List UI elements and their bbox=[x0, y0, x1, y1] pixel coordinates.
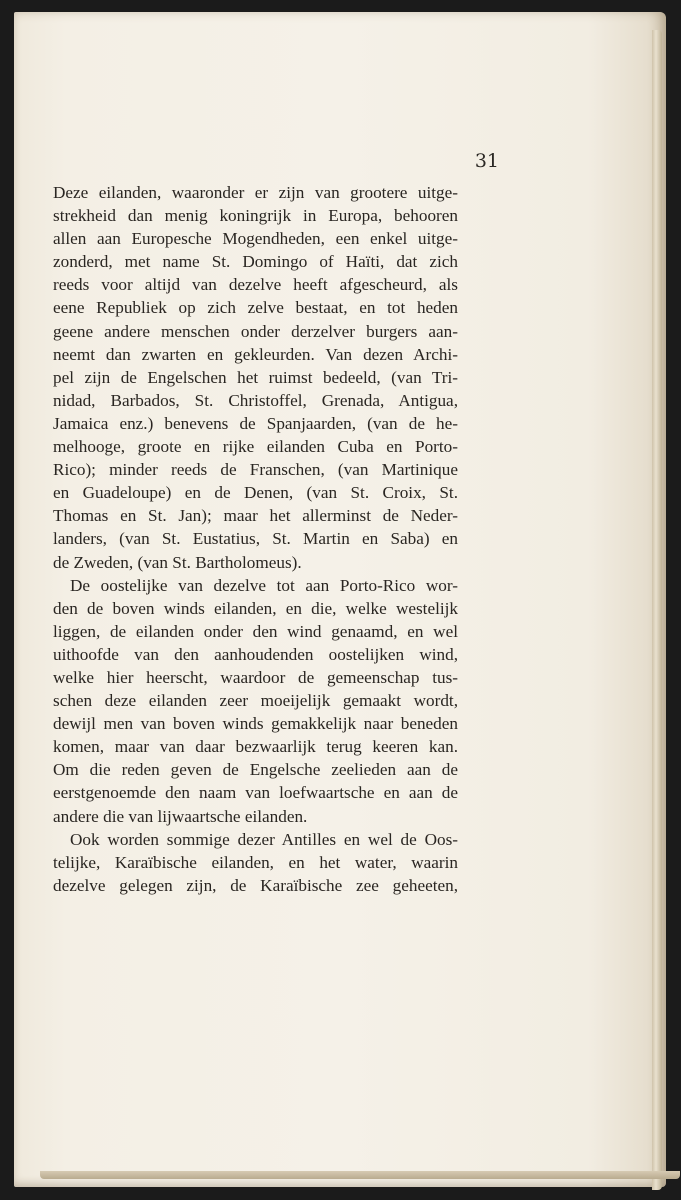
page-edge-right bbox=[652, 30, 662, 1190]
text-line: neemt dan zwarten en gekleurden. Van dezen Archi- bbox=[53, 344, 458, 364]
body-text bbox=[53, 181, 458, 897]
text-line: geene andere menschen onder derzelver burgers aan- bbox=[53, 321, 458, 341]
text-line: eene Republiek op zich zelve bestaat, en tot heden bbox=[53, 298, 458, 318]
text-line: den de boven winds eilanden, en die, welke westelijk bbox=[53, 598, 458, 618]
text-line: dewijl men van boven winds gemakkelijk naar beneden bbox=[53, 714, 458, 734]
text-line: telijke, Karaïbische eilanden, en het water, waarin bbox=[53, 852, 458, 872]
page-edge-bottom bbox=[40, 1171, 680, 1179]
text-line: de Zweden, (van St. Bartholomeus). bbox=[53, 552, 302, 572]
text-line: strekheid dan menig koningrijk in Europa, behooren bbox=[53, 206, 458, 226]
text-line: zonderd, met name St. Domingo of Haïti, dat zich bbox=[53, 252, 458, 272]
text-line: Thomas en St. Jan); maar het allerminst de Neder- bbox=[53, 506, 458, 526]
text-line: en Guadeloupe) en de Denen, (van St. Croix, St. bbox=[53, 483, 458, 503]
text-line: Om die reden geven de Engelsche zeelieden aan de bbox=[53, 760, 458, 780]
text-line: komen, maar van daar bezwaarlijk terug keeren kan. bbox=[53, 737, 458, 757]
text-line: uithoofde van den aanhoudenden oostelijken wind, bbox=[53, 644, 458, 664]
text-line: Jamaica enz.) benevens de Spanjaarden, (van de he- bbox=[53, 413, 458, 433]
text-line: allen aan Europesche Mogendheden, een enkel uitge- bbox=[53, 229, 458, 249]
text-line: reeds voor altijd van dezelve heeft afgescheurd, als bbox=[53, 275, 458, 295]
text-line: Ook worden sommige dezer Antilles en wel de Oos- bbox=[70, 829, 458, 849]
text-line: De oostelijke van dezelve tot aan Porto-Rico wor- bbox=[70, 575, 458, 595]
text-line: melhooge, groote en rijke eilanden Cuba en Porto- bbox=[53, 437, 458, 457]
text-line: eerstgenoemde den naam van loefwaartsche en aan de bbox=[53, 783, 458, 803]
text-line: dezelve gelegen zijn, de Karaïbische zee geheeten, bbox=[53, 875, 458, 895]
text-line: Deze eilanden, waaronder er zijn van grootere uitge- bbox=[53, 183, 458, 202]
text-line: andere die van lijwaartsche eilanden. bbox=[53, 806, 308, 826]
text-line: welke hier heerscht, waardoor de gemeenschap tus- bbox=[53, 667, 458, 687]
text-line: Rico); minder reeds de Franschen, (van Martinique bbox=[53, 460, 458, 480]
text-line: liggen, de eilanden onder den wind genaamd, en wel bbox=[53, 621, 458, 641]
text-line: nidad, Barbados, St. Christoffel, Grenada, Antigua, bbox=[53, 390, 458, 410]
page-number: 31 bbox=[474, 150, 499, 172]
text-line: pel zijn de Engelschen het ruimst bedeeld, (van Tri- bbox=[53, 367, 458, 387]
text-line: schen deze eilanden zeer moeijelijk gemaakt wordt, bbox=[53, 691, 458, 711]
text-line: landers, (van St. Eustatius, St. Martin en Saba) en bbox=[53, 529, 458, 549]
